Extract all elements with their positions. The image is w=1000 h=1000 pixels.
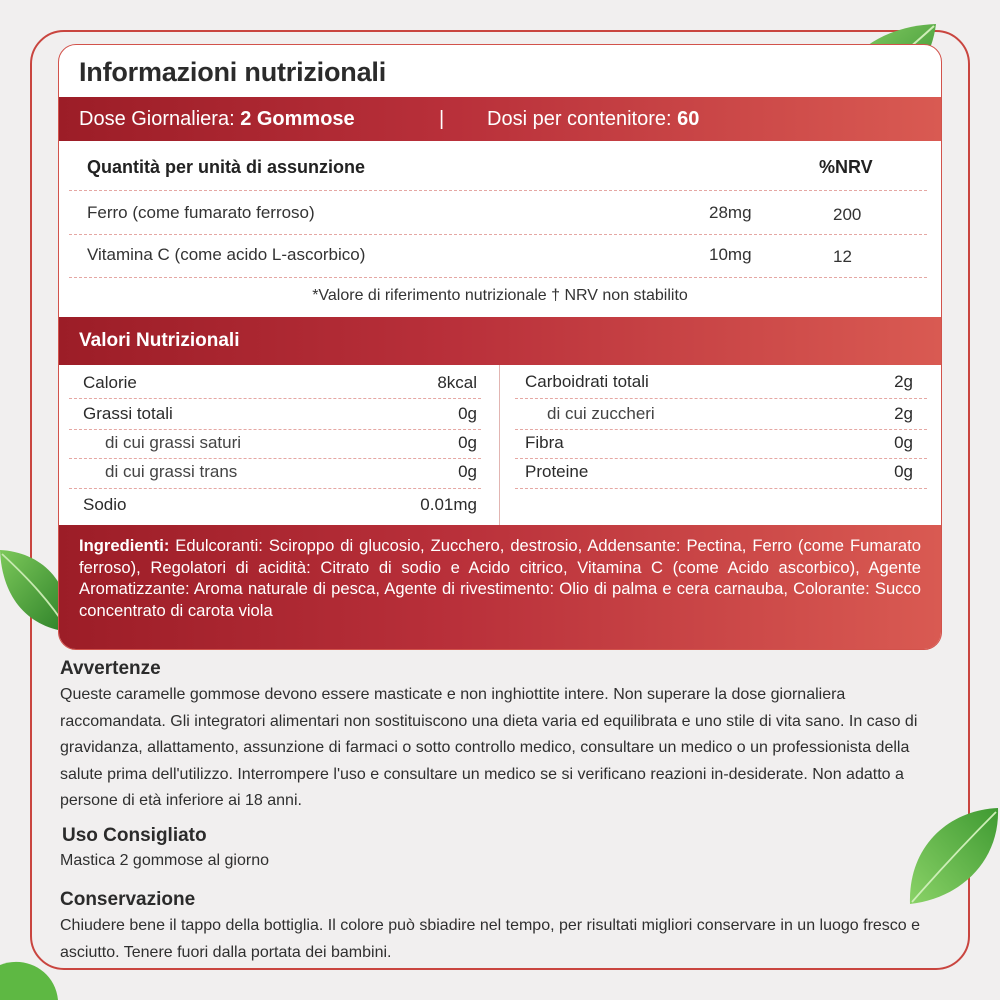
warnings-text: Queste caramelle gommose devono essere masticate e non inghiottite intere. Non superare la dose giornaliera raccomandata. Gli integratori alimentari non sostituiscono una dieta varia ed equilibrata e uno stile di vita sano. In caso di gravidanza, allattamento, assunzione di farmaci o sotto controllo medico, consultare un medico o un professionista della salute prima dell'utilizzo. Interrompere l'uso e consultare un medico se si verificano reazioni in-desiderate. Non adatto a persone di età inferiore ai 18 anni. (60, 686, 918, 810)
nrv-header: %NRV (819, 157, 873, 177)
nutrient-value: 2g (894, 372, 913, 391)
doses-per-container-value: 60 (677, 108, 700, 130)
divider (69, 488, 481, 489)
nutrient-name: di cui zuccheri (547, 404, 655, 423)
nutrition-card (58, 44, 942, 650)
nutrient-value: 0g (458, 462, 477, 481)
nutrient-name: di cui grassi trans (105, 462, 238, 481)
nutrition-row (83, 400, 477, 430)
nutrient-value: 0g (894, 462, 913, 481)
nutrient-value: 0g (458, 404, 477, 423)
usage-title: Uso Consigliato (62, 825, 207, 846)
warnings-title: Avvertenze (60, 658, 161, 679)
vitamin-name: Ferro (come fumarato ferroso) (87, 203, 315, 222)
nutrition-row (83, 491, 477, 521)
nutrient-value: 0.01mg (420, 495, 477, 514)
card-title: Informazioni nutrizionali (79, 57, 386, 87)
nutrient-value: 0g (894, 433, 913, 452)
daily-dose-value: 2 Gommose (240, 108, 355, 130)
vitamin-row (59, 197, 941, 233)
nutrient-name: Grassi totali (83, 404, 173, 423)
leaf-icon (0, 945, 60, 1000)
ingredients-label: Ingredienti: (79, 536, 170, 555)
valori-band (59, 317, 941, 365)
doses-per-container-label: Dosi per contenitore: (487, 108, 672, 130)
vitamin-nrv: 12 (833, 247, 852, 266)
divider (515, 488, 927, 489)
ingredients-band (59, 525, 941, 650)
nutrient-name: Proteine (525, 462, 589, 481)
divider (515, 398, 927, 399)
valori-title: Valori Nutrizionali (79, 330, 240, 351)
doses-per-container (487, 108, 699, 131)
footnote: *Valore di riferimento nutrizionale † NRV non stabilito (312, 287, 688, 304)
daily-dose-label: Dose Giornaliera: (79, 108, 235, 130)
vitamin-row (59, 239, 941, 275)
vitamin-amount: 28mg (709, 203, 752, 222)
divider (69, 190, 927, 191)
nutrient-value: 2g (894, 404, 913, 423)
daily-dose (79, 108, 355, 131)
quantity-header: Quantità per unità di assunzione (87, 157, 366, 177)
nutrient-name: di cui grassi saturi (105, 433, 242, 452)
nutrient-name: Calorie (83, 373, 137, 392)
dose-band (59, 97, 941, 141)
divider (69, 234, 927, 235)
storage-title: Conservazione (60, 889, 196, 910)
usage-text: Mastica 2 gommose al giorno (60, 852, 269, 869)
divider (69, 277, 927, 278)
nutrient-name: Sodio (83, 495, 127, 514)
nutrient-name: Fibra (525, 433, 564, 452)
vitamin-nrv: 200 (833, 205, 862, 224)
storage-text: Chiudere bene il tappo della bottiglia. Il colore può sbiadire nel tempo, per risultati migliori conservare in un luogo fresco e asciutto. Tenere fuori dalla portata dei bambini. (60, 917, 921, 961)
nutrition-row (83, 458, 477, 488)
nutrition-row (525, 400, 913, 430)
nutrition-row (83, 429, 477, 459)
vitamin-amount: 10mg (709, 245, 752, 264)
nutrition-row (525, 458, 913, 488)
nutrition-row (83, 369, 477, 399)
nutrient-value: 8kcal (437, 373, 477, 392)
nutrient-value: 0g (458, 433, 477, 452)
dose-separator: | (439, 108, 445, 130)
nutrition-row (525, 429, 913, 459)
nutrition-row (525, 368, 913, 398)
divider (69, 398, 481, 399)
vitamin-name: Vitamina C (come acido L-ascorbico) (87, 245, 366, 264)
column-divider (499, 365, 500, 525)
ingredients-text: Edulcoranti: Sciroppo di glucosio, Zucchero, destrosio, Addensante: Pectina, Ferro (come Fumarato ferroso), Regolatori di acidità: Citrato di sodio e Acido citrico, Vitamina C (come Acido ascorbico), Agente Aromatizzante: Aroma naturale di pesca, Agente di rivestimento: Olio di palma e cera carnauba, Colorante: Succo concentrato di carota viola (79, 536, 921, 620)
nutrient-name: Carboidrati totali (525, 372, 649, 391)
